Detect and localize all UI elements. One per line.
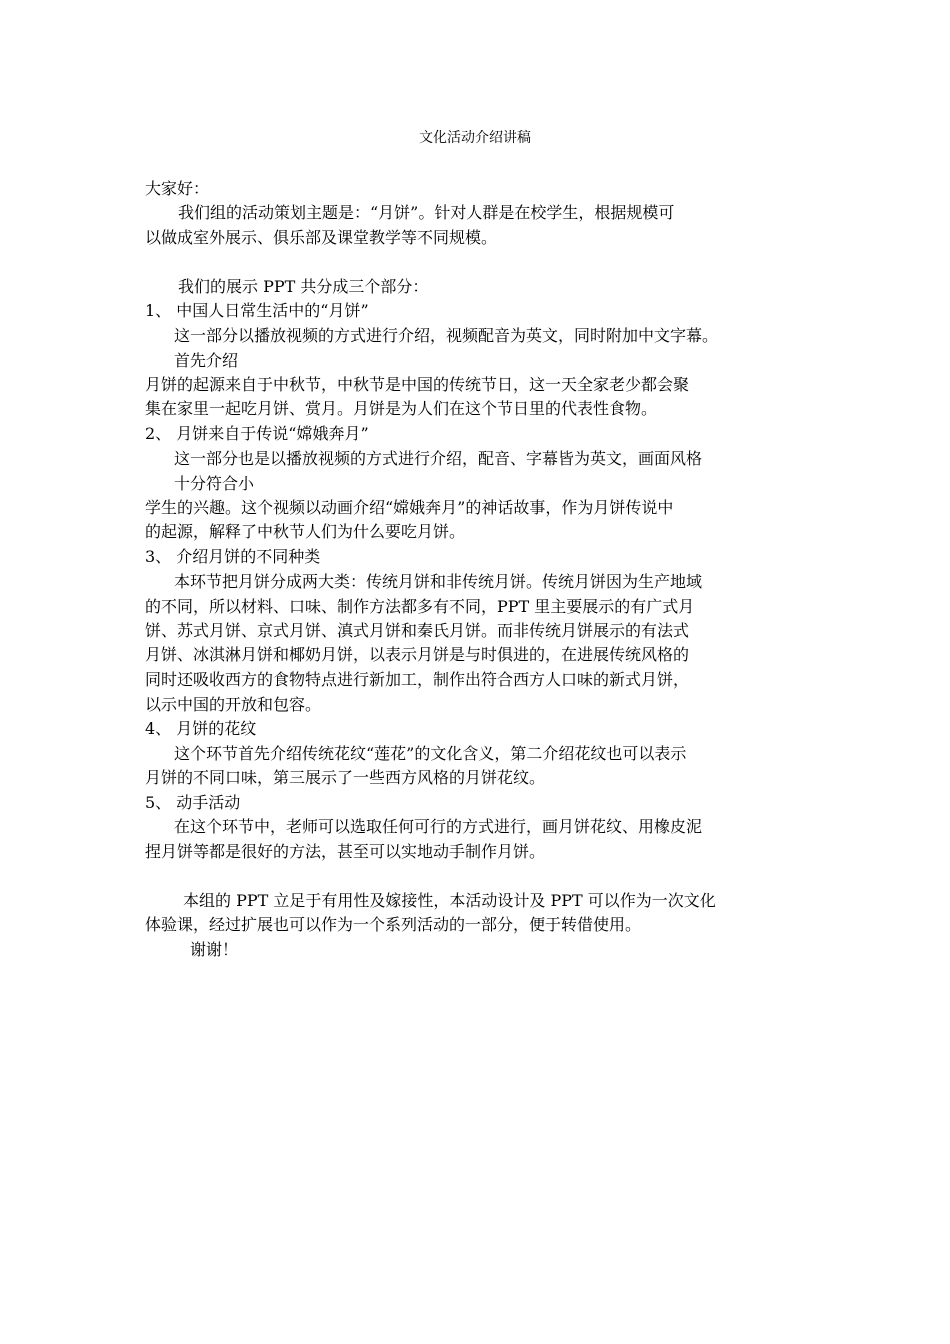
section-2-line-1: 这一部分也是以播放视频的方式进行介绍，配音、字幕皆为英文，画面风格 bbox=[174, 449, 703, 468]
section-5-heading: 5、 动手活动 bbox=[145, 793, 241, 812]
section-3-line-1: 本环节把月饼分成两大类：传统月饼和非传统月饼。传统月饼因为生产地域 bbox=[174, 572, 703, 591]
section-3-line-5: 同时还吸收西方的食物特点进行新加工，制作出符合西方人口味的新式月饼， bbox=[145, 670, 690, 689]
closing-line-2: 体验课，经过扩展也可以作为一个系列活动的一部分，便于转借使用。 bbox=[145, 915, 642, 934]
intro-line-2: 以做成室外展示、俱乐部及课堂教学等不同规模。 bbox=[145, 228, 498, 247]
section-4-heading: 4、 月饼的花纹 bbox=[145, 719, 257, 738]
section-1-heading: 1、 中国人日常生活中的“月饼” bbox=[145, 301, 369, 320]
section-4-line-1: 这个环节首先介绍传统花纹“莲花”的文化含义，第二介绍花纹也可以表示 bbox=[174, 744, 687, 763]
section-2-heading: 2、 月饼来自于传说“嫦娥奔月” bbox=[145, 424, 369, 443]
section-1-line-3: 月饼的起源来自于中秋节，中秋节是中国的传统节日，这一天全家老少都会聚 bbox=[145, 375, 690, 394]
section-2-line-4: 的起源，解释了中秋节人们为什么要吃月饼。 bbox=[145, 522, 466, 541]
overview-line: 我们的展示 PPT 共分成三个部分： bbox=[178, 277, 429, 296]
closing-line-1: 本组的 PPT 立足于有用性及嫁接性，本活动设计及 PPT 可以作为一次文化 bbox=[183, 891, 716, 910]
section-3-line-4: 月饼、冰淇淋月饼和椰奶月饼，以表示月饼是与时俱进的，在进展传统风格的 bbox=[145, 645, 690, 664]
section-3-heading: 3、 介绍月饼的不同种类 bbox=[145, 547, 321, 566]
intro-line-1: 我们组的活动策划主题是：“月饼”。针对人群是在校学生，根据规模可 bbox=[178, 203, 675, 222]
document-title: 文化活动介绍讲稿 bbox=[419, 130, 531, 146]
section-4-line-2: 月饼的不同口味，第三展示了一些西方风格的月饼花纹。 bbox=[145, 768, 546, 787]
section-3-line-2: 的不同，所以材料、口味、制作方法都多有不同，PPT 里主要展示的有广式月 bbox=[145, 597, 695, 616]
section-1-line-4: 集在家里一起吃月饼、赏月。月饼是为人们在这个节日里的代表性食物。 bbox=[145, 399, 658, 418]
section-2-line-2: 十分符合小 bbox=[174, 474, 255, 493]
greeting-line: 大家好： bbox=[145, 179, 210, 198]
section-2-line-3: 学生的兴趣。这个视频以动画介绍“嫦娥奔月”的神话故事，作为月饼传说中 bbox=[145, 498, 674, 517]
section-5-line-1: 在这个环节中，老师可以选取任何可行的方式进行，画月饼花纹、用橡皮泥 bbox=[174, 817, 703, 836]
thanks-line: 谢谢！ bbox=[190, 940, 239, 959]
section-1-line-1: 这一部分以播放视频的方式进行介绍，视频配音为英文，同时附加中文字幕。 bbox=[174, 326, 719, 345]
section-3-line-3: 饼、苏式月饼、京式月饼、滇式月饼和秦氏月饼。而非传统月饼展示的有法式 bbox=[145, 621, 690, 640]
section-1-line-2: 首先介绍 bbox=[174, 351, 239, 370]
section-3-line-6: 以示中国的开放和包容。 bbox=[145, 695, 322, 714]
section-5-line-2: 捏月饼等都是很好的方法，甚至可以实地动手制作月饼。 bbox=[145, 842, 546, 861]
